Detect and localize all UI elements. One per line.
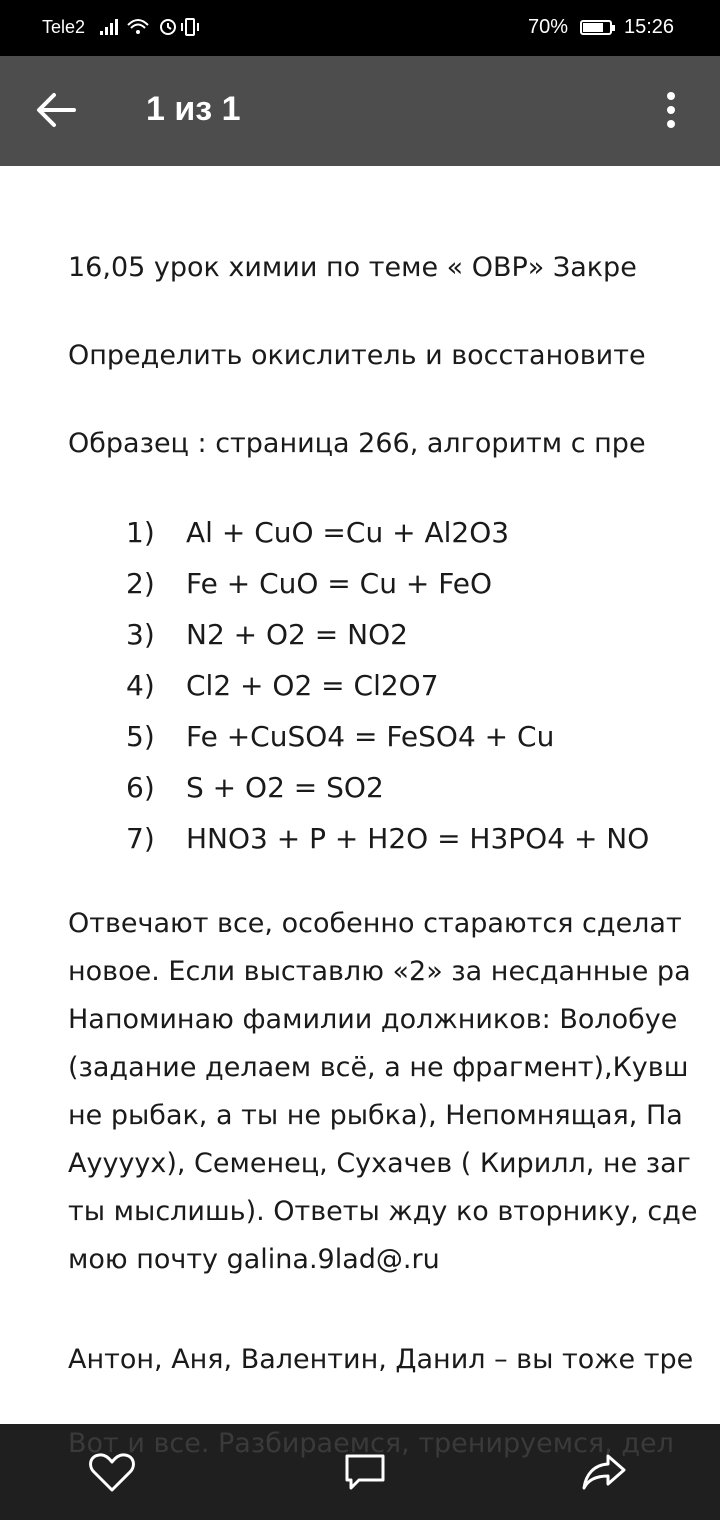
status-bar [0,0,720,56]
doc-line-names: Антон, Аня, Валентин, Данил – вы тоже тре [68,1344,694,1375]
list-item: 3) N2 + O2 = NO2 [126,618,408,651]
list-item: 2) Fe + CuO = Cu + FeO [126,567,493,600]
document-page[interactable] [0,166,720,1424]
battery-icon [580,20,612,35]
list-item: 4) Cl2 + O2 = Cl2O7 [126,669,439,702]
doc-para-line: Отвечают все, особенно стараются сделат [68,908,682,939]
doc-para-line: ты мыслишь). Ответы жду ко вторнику, сде [68,1196,698,1227]
page-counter-title: 1 из 1 [146,90,241,128]
bottom-action-bar [0,1424,720,1520]
list-item: 5) Fe +CuSO4 = FeSO4 + Cu [126,720,555,753]
like-button[interactable] [88,1450,136,1494]
signal-icons [100,15,210,44]
doc-line-sample: Образец : страница 266, алгоритм с пре [68,428,646,459]
list-item: 6) S + O2 = SO2 [126,771,384,804]
signal-icon [100,15,210,39]
doc-para-line: Ауууух), Семенец, Сухачев ( Кирилл, не заг [68,1148,691,1179]
doc-line-task: Определить окислитель и восстановите [68,340,646,371]
share-button[interactable] [580,1450,628,1494]
doc-para-line: (задание делаем всё, а не фрагмент),Кувш [68,1052,689,1083]
doc-para-line: не рыбак, а ты не рыбка), Непомнящая, Па [68,1100,683,1131]
comment-icon [341,1450,389,1494]
more-vert-icon [656,86,686,136]
arrow-left-icon [34,90,78,130]
doc-para-line: Напоминаю фамилии должников: Волобуе [68,1004,678,1035]
list-item: 7) HNO3 + P + H2O = H3PO4 + NO [126,822,650,855]
battery-percent: 70% [528,16,569,38]
doc-para-line: новое. Если выставлю «2» за несданные ра [68,956,691,987]
list-item: 1) Al + CuO =Cu + Al2O3 [126,516,510,549]
more-options-button[interactable] [656,86,686,136]
doc-line-title: 16,05 урок химии по теме « ОВР» Закре [68,252,637,283]
clock: 15:26 [624,16,675,38]
doc-para-line: мою почту galina.9lad@.ru [68,1244,440,1275]
heart-icon [88,1450,136,1494]
share-icon [580,1450,628,1494]
carrier-label: Tele2 [42,17,86,37]
back-button[interactable] [34,90,78,130]
app-bar [0,56,720,166]
doc-line-peek: Вот и все. Разбираемся, тренируемся, дел [68,1428,674,1459]
comment-button[interactable] [341,1450,389,1494]
